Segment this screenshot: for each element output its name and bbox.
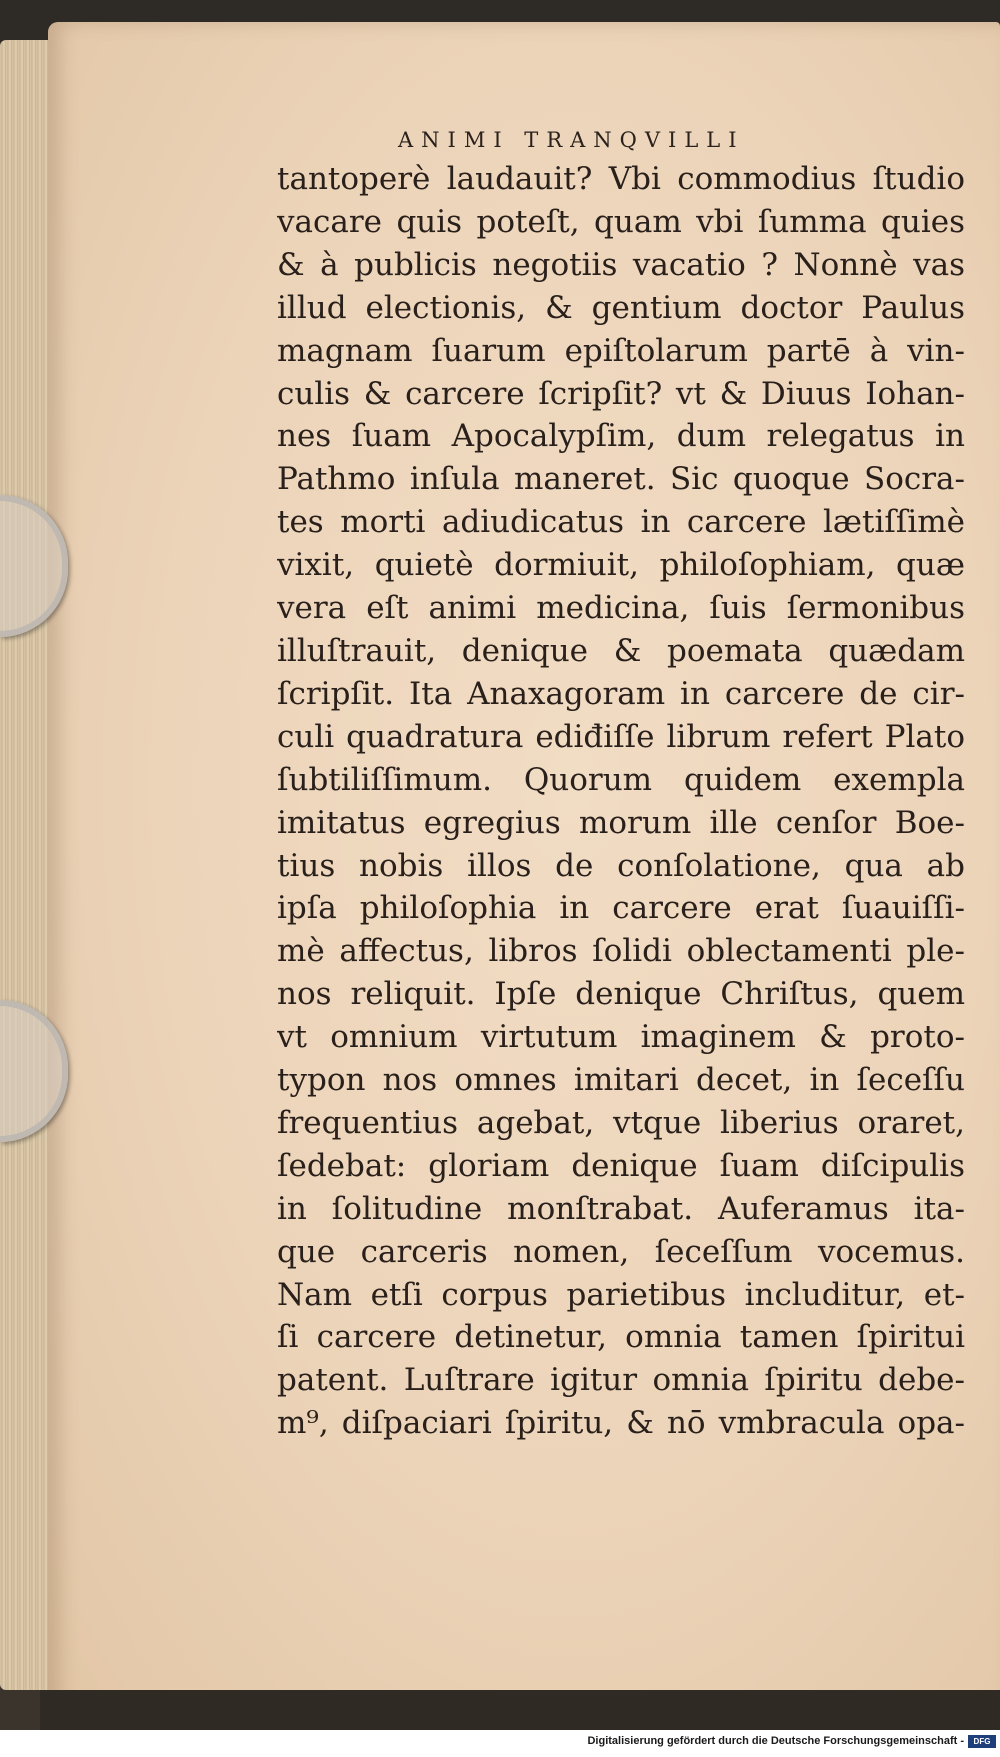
text-line: ſubtiliſſimum. Quorum quidem exempla — [277, 761, 965, 798]
text-line: m⁹, diſpaciari ſpiritu, & nō vmbracula opa- — [277, 1405, 965, 1442]
text-line: illud electionis, & gentium doctor Paulus — [277, 289, 965, 326]
text-line: Nam etſi corpus parietibus includitur, et- — [277, 1276, 965, 1313]
text-line: nos reliquit. Ipſe denique Chriſtus, quem — [277, 976, 965, 1013]
running-head: ANIMI TRANQVILLI — [398, 128, 745, 152]
dfg-logo: DFG — [968, 1735, 996, 1748]
text-line: vixit, quietè dormiuit, philoſophiam, quæ — [277, 547, 965, 584]
text-line: culi quadratura ediđiſſe librum refert Plato — [277, 718, 965, 755]
text-line: tantoperè laudauit? Vbi commodius ſtudio — [277, 161, 965, 197]
text-line: imitatus egregius morum ille cenſor Boe- — [277, 804, 965, 841]
text-line: frequentius agebat, vtque liberius oraret, — [277, 1104, 965, 1141]
text-line: ſcripſit. Ita Anaxagoram in carcere de cir- — [277, 675, 965, 712]
text-line: magnam ſuarum epiſtolarum partē à vin- — [277, 332, 965, 369]
text-line: tius nobis illos de conſolatione, qua ab — [277, 847, 965, 884]
text-line: tes morti adiudicatus in carcere lætiſſimè — [277, 504, 965, 541]
text-line: & à publicis negotiis vacatio ? Nonnè vas — [277, 246, 965, 283]
text-line: culis & carcere ſcripſit? vt & Diuus Iohan- — [277, 375, 965, 412]
funding-credit: Digitalisierung gefördert durch die Deutsche Forschungsgemeinschaft - — [587, 1735, 964, 1747]
text-line: Pathmo inſula maneret. Sic quoque Socra- — [277, 461, 965, 498]
text-line: que carceris nomen, ſeceſſum vocemus. — [277, 1233, 965, 1270]
body-text — [277, 158, 965, 1445]
text-line: ſedebat: gloriam denique ſuam diſcipulis — [277, 1147, 965, 1184]
text-line: nes ſuam Apocalypſim, dum relegatus in — [277, 418, 965, 455]
bottom-edge — [40, 1690, 1000, 1730]
text-line: vera eſt animi medicina, ſuis ſermonibus — [277, 590, 965, 627]
footer-bar — [0, 1730, 1000, 1757]
text-line: typon nos omnes imitari decet, in ſeceſſu — [277, 1062, 965, 1099]
text-line: patent. Luſtrare igitur omnia ſpiritu debe- — [277, 1362, 965, 1399]
text-line: vt omnium virtutum imaginem & proto- — [277, 1019, 965, 1056]
text-line: mè affectus, libros ſolidi oblectamenti ple- — [277, 933, 965, 970]
text-line: illuſtrauit, denique & poemata quædam — [277, 632, 965, 669]
text-line: ipſa philoſophia in carcere erat ſuauiſſi- — [277, 890, 965, 927]
text-line: ſi carcere detinetur, omnia tamen ſpiritui — [277, 1319, 965, 1356]
text-line: in ſolitudine monſtrabat. Auferamus ita- — [277, 1190, 965, 1227]
text-line: vacare quis poteſt, quam vbi ſumma quies — [277, 203, 965, 240]
